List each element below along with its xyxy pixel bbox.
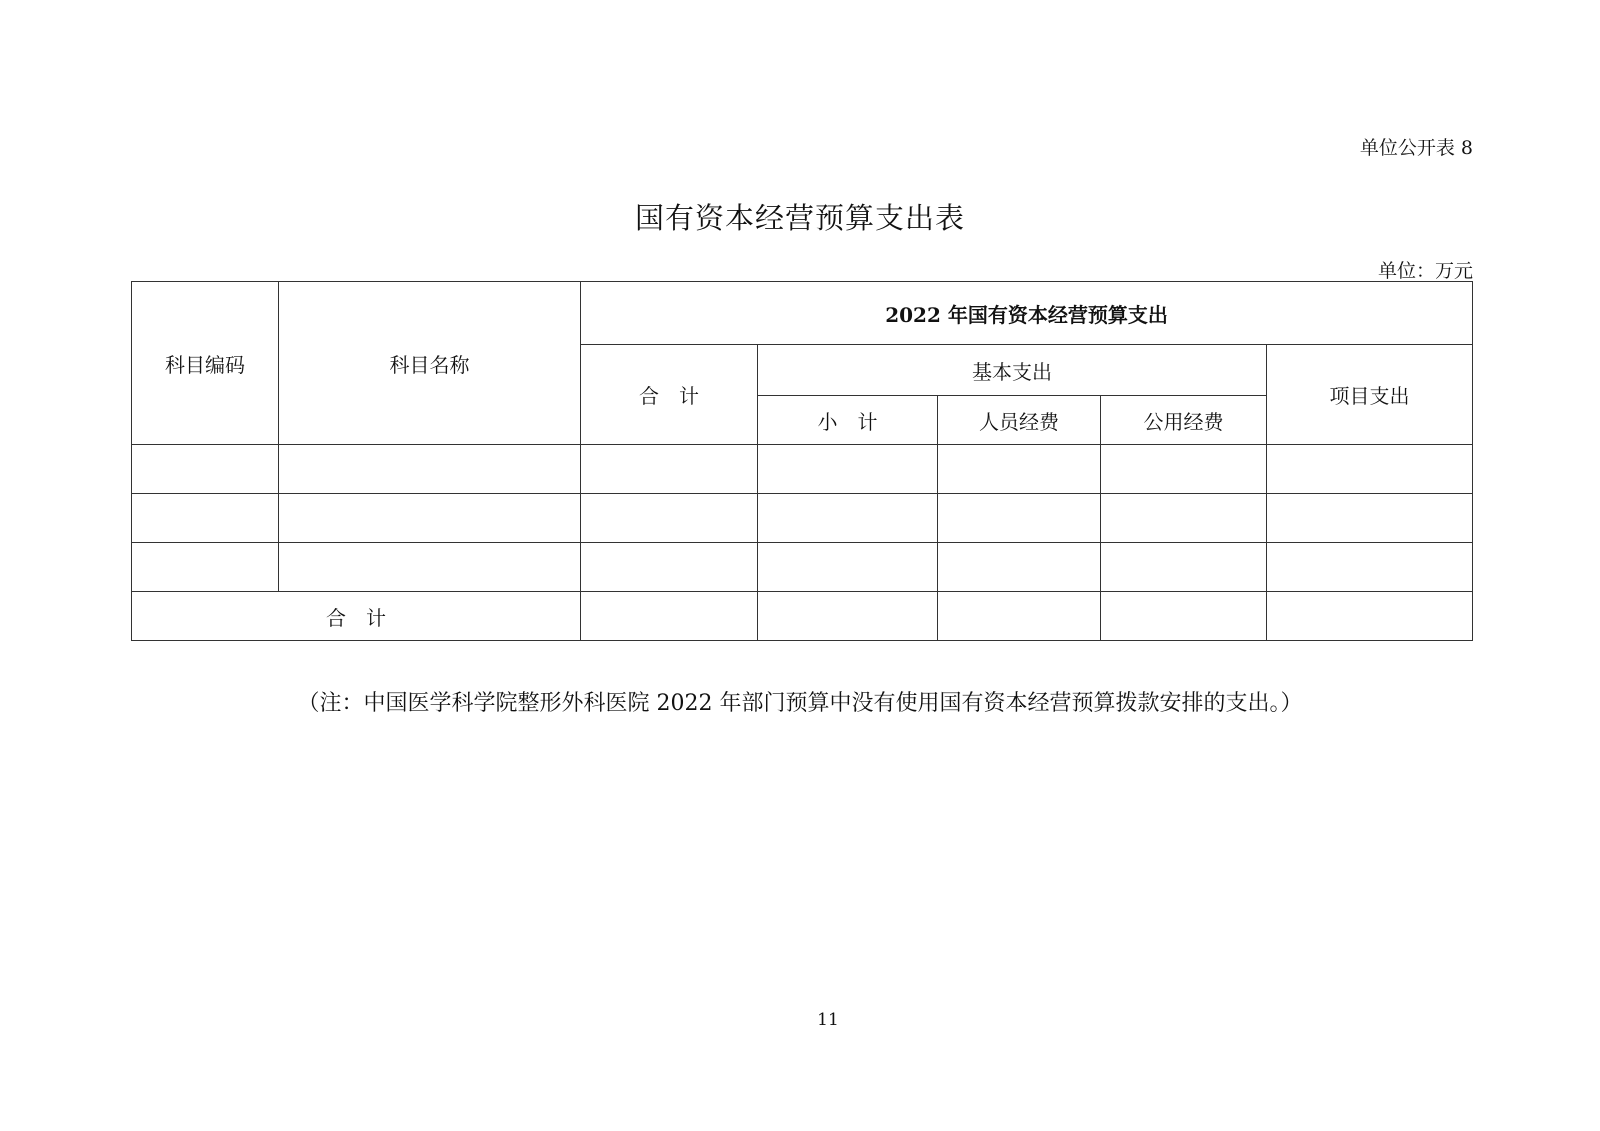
cell-total [581,445,758,494]
header-group: 2022 年国有资本经营预算支出 [581,282,1473,345]
cell-project [1267,543,1473,592]
cell-public [1101,494,1267,543]
cell-code [132,543,279,592]
total-row-total [581,592,758,641]
cell-name [279,543,581,592]
header-public: 公用经费 [1101,396,1267,445]
header-basic: 基本支出 [758,345,1267,396]
total-row-personnel [938,592,1101,641]
cell-name [279,494,581,543]
unit-label: 单位：万元 [1377,260,1473,282]
header-project: 项目支出 [1267,345,1473,445]
total-row-subtotal [758,592,938,641]
cell-personnel [938,445,1101,494]
header-row-1 [132,282,1473,345]
header-personnel: 人员经费 [938,396,1101,445]
cell-subtotal [758,494,938,543]
total-row [132,592,1473,641]
header-subtotal: 小 计 [758,396,938,445]
cell-personnel [938,494,1101,543]
header-code: 科目编码 [132,282,279,445]
header-name: 科目名称 [279,282,581,445]
cell-project [1267,445,1473,494]
budget-table [131,281,1473,641]
total-row-project [1267,592,1473,641]
cell-personnel [938,543,1101,592]
cell-subtotal [758,543,938,592]
cell-public [1101,543,1267,592]
table-row [132,445,1473,494]
cell-name [279,445,581,494]
total-row-public [1101,592,1267,641]
page-title: 国有资本经营预算支出表 [634,201,965,235]
table-row [132,543,1473,592]
footnote: （注：中国医学科学院整形外科医院 2022 年部门预算中没有使用国有资本经营预算拨款安排的支出。） [297,691,1303,716]
cell-public [1101,445,1267,494]
table-row [132,494,1473,543]
page-number: 11 [817,1010,839,1030]
cell-subtotal [758,445,938,494]
header-total: 合 计 [581,345,758,445]
cell-code [132,445,279,494]
cell-code [132,494,279,543]
cell-total [581,494,758,543]
total-row-label: 合 计 [132,592,581,641]
cell-total [581,543,758,592]
cell-project [1267,494,1473,543]
form-number: 单位公开表 8 [1359,137,1473,159]
